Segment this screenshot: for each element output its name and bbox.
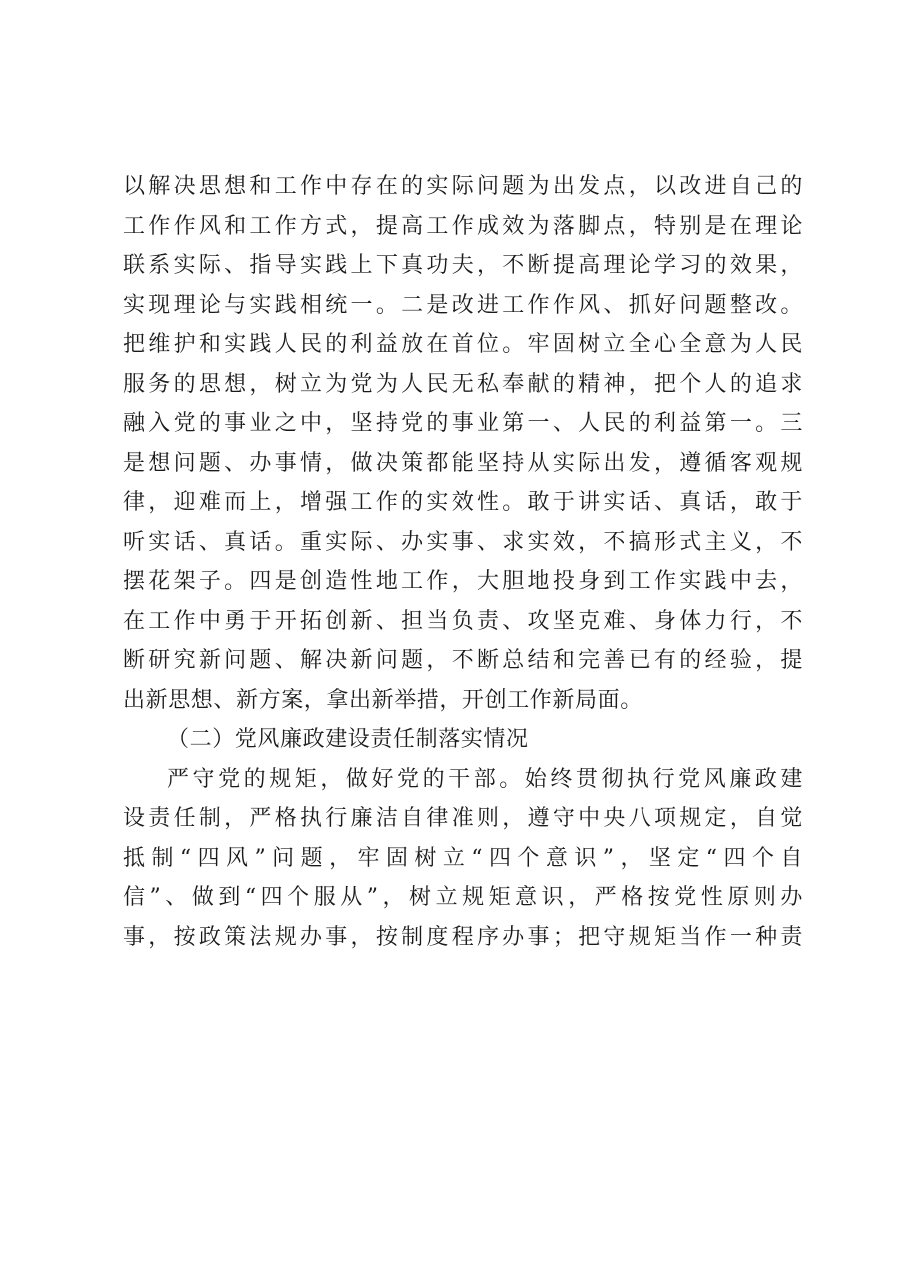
paragraph-1-line: 断研究新问题、解决新问题，不断总结和完善已有的经验，提 — [123, 648, 803, 673]
paragraph-1-line: 出新思想、新方案，拿出新举措，开创工作新局面。 — [123, 687, 643, 713]
paragraph-2-line: 严守党的规矩，做好党的干部。始终贯彻执行党风廉政建 — [167, 766, 803, 792]
paragraph-1-line: 律，迎难而上，增强工作的实效性。敢于讲实话、真话，敢于 — [123, 490, 803, 515]
paragraph-2-line: 信”、做到“四个服从”，树立规矩意识，严格按党性原则办 — [123, 885, 803, 910]
paragraph-1-line: 服务的思想，树立为党为人民无私奉献的精神，把个人的追求 — [123, 371, 803, 397]
paragraph-1-line: 工作作风和工作方式，提高工作成效为落脚点，特别是在理论 — [123, 213, 803, 239]
paragraph-2-line: 设责任制，严格执行廉洁自律准则，遵守中央八项规定，自觉 — [123, 806, 803, 831]
section-heading: （二）党风廉政建设责任制落实情况 — [167, 727, 529, 752]
body-text — [123, 167, 803, 957]
paragraph-1-line: 在工作中勇于开拓创新、担当负责、攻坚克难、身体力行，不 — [123, 608, 803, 634]
paragraph-1-line: 联系实际、指导实践上下真功夫，不断提高理论学习的效果， — [123, 253, 803, 278]
paragraph-1-line: 实现理论与实践相统一。二是改进工作作风、抓好问题整改。 — [123, 292, 803, 318]
paragraph-1-line: 以解决思想和工作中存在的实际问题为出发点，以改进自己的 — [123, 174, 803, 199]
paragraph-1-line: 融入党的事业之中，坚持党的事业第一、人民的利益第一。三 — [123, 411, 803, 436]
paragraph-1-line: 摆花架子。四是创造性地工作，大胆地投身到工作实践中去， — [123, 569, 803, 594]
paragraph-1-line: 听实话、真话。重实际、办实事、求实效，不搞形式主义，不 — [123, 529, 803, 555]
paragraph-1-line: 是想问题、办事情，做决策都能坚持从实际出发，遵循客观规 — [123, 450, 803, 476]
paragraph-1-line: 把维护和实践人民的利益放在首位。牢固树立全心全意为人民 — [123, 332, 803, 357]
paragraph-2-line: 事，按政策法规办事，按制度程序办事；把守规矩当作一种责 — [123, 924, 803, 950]
paragraph-2-line: 抵制“四风”问题，牢固树立“四个意识”，坚定“四个自 — [123, 845, 803, 871]
